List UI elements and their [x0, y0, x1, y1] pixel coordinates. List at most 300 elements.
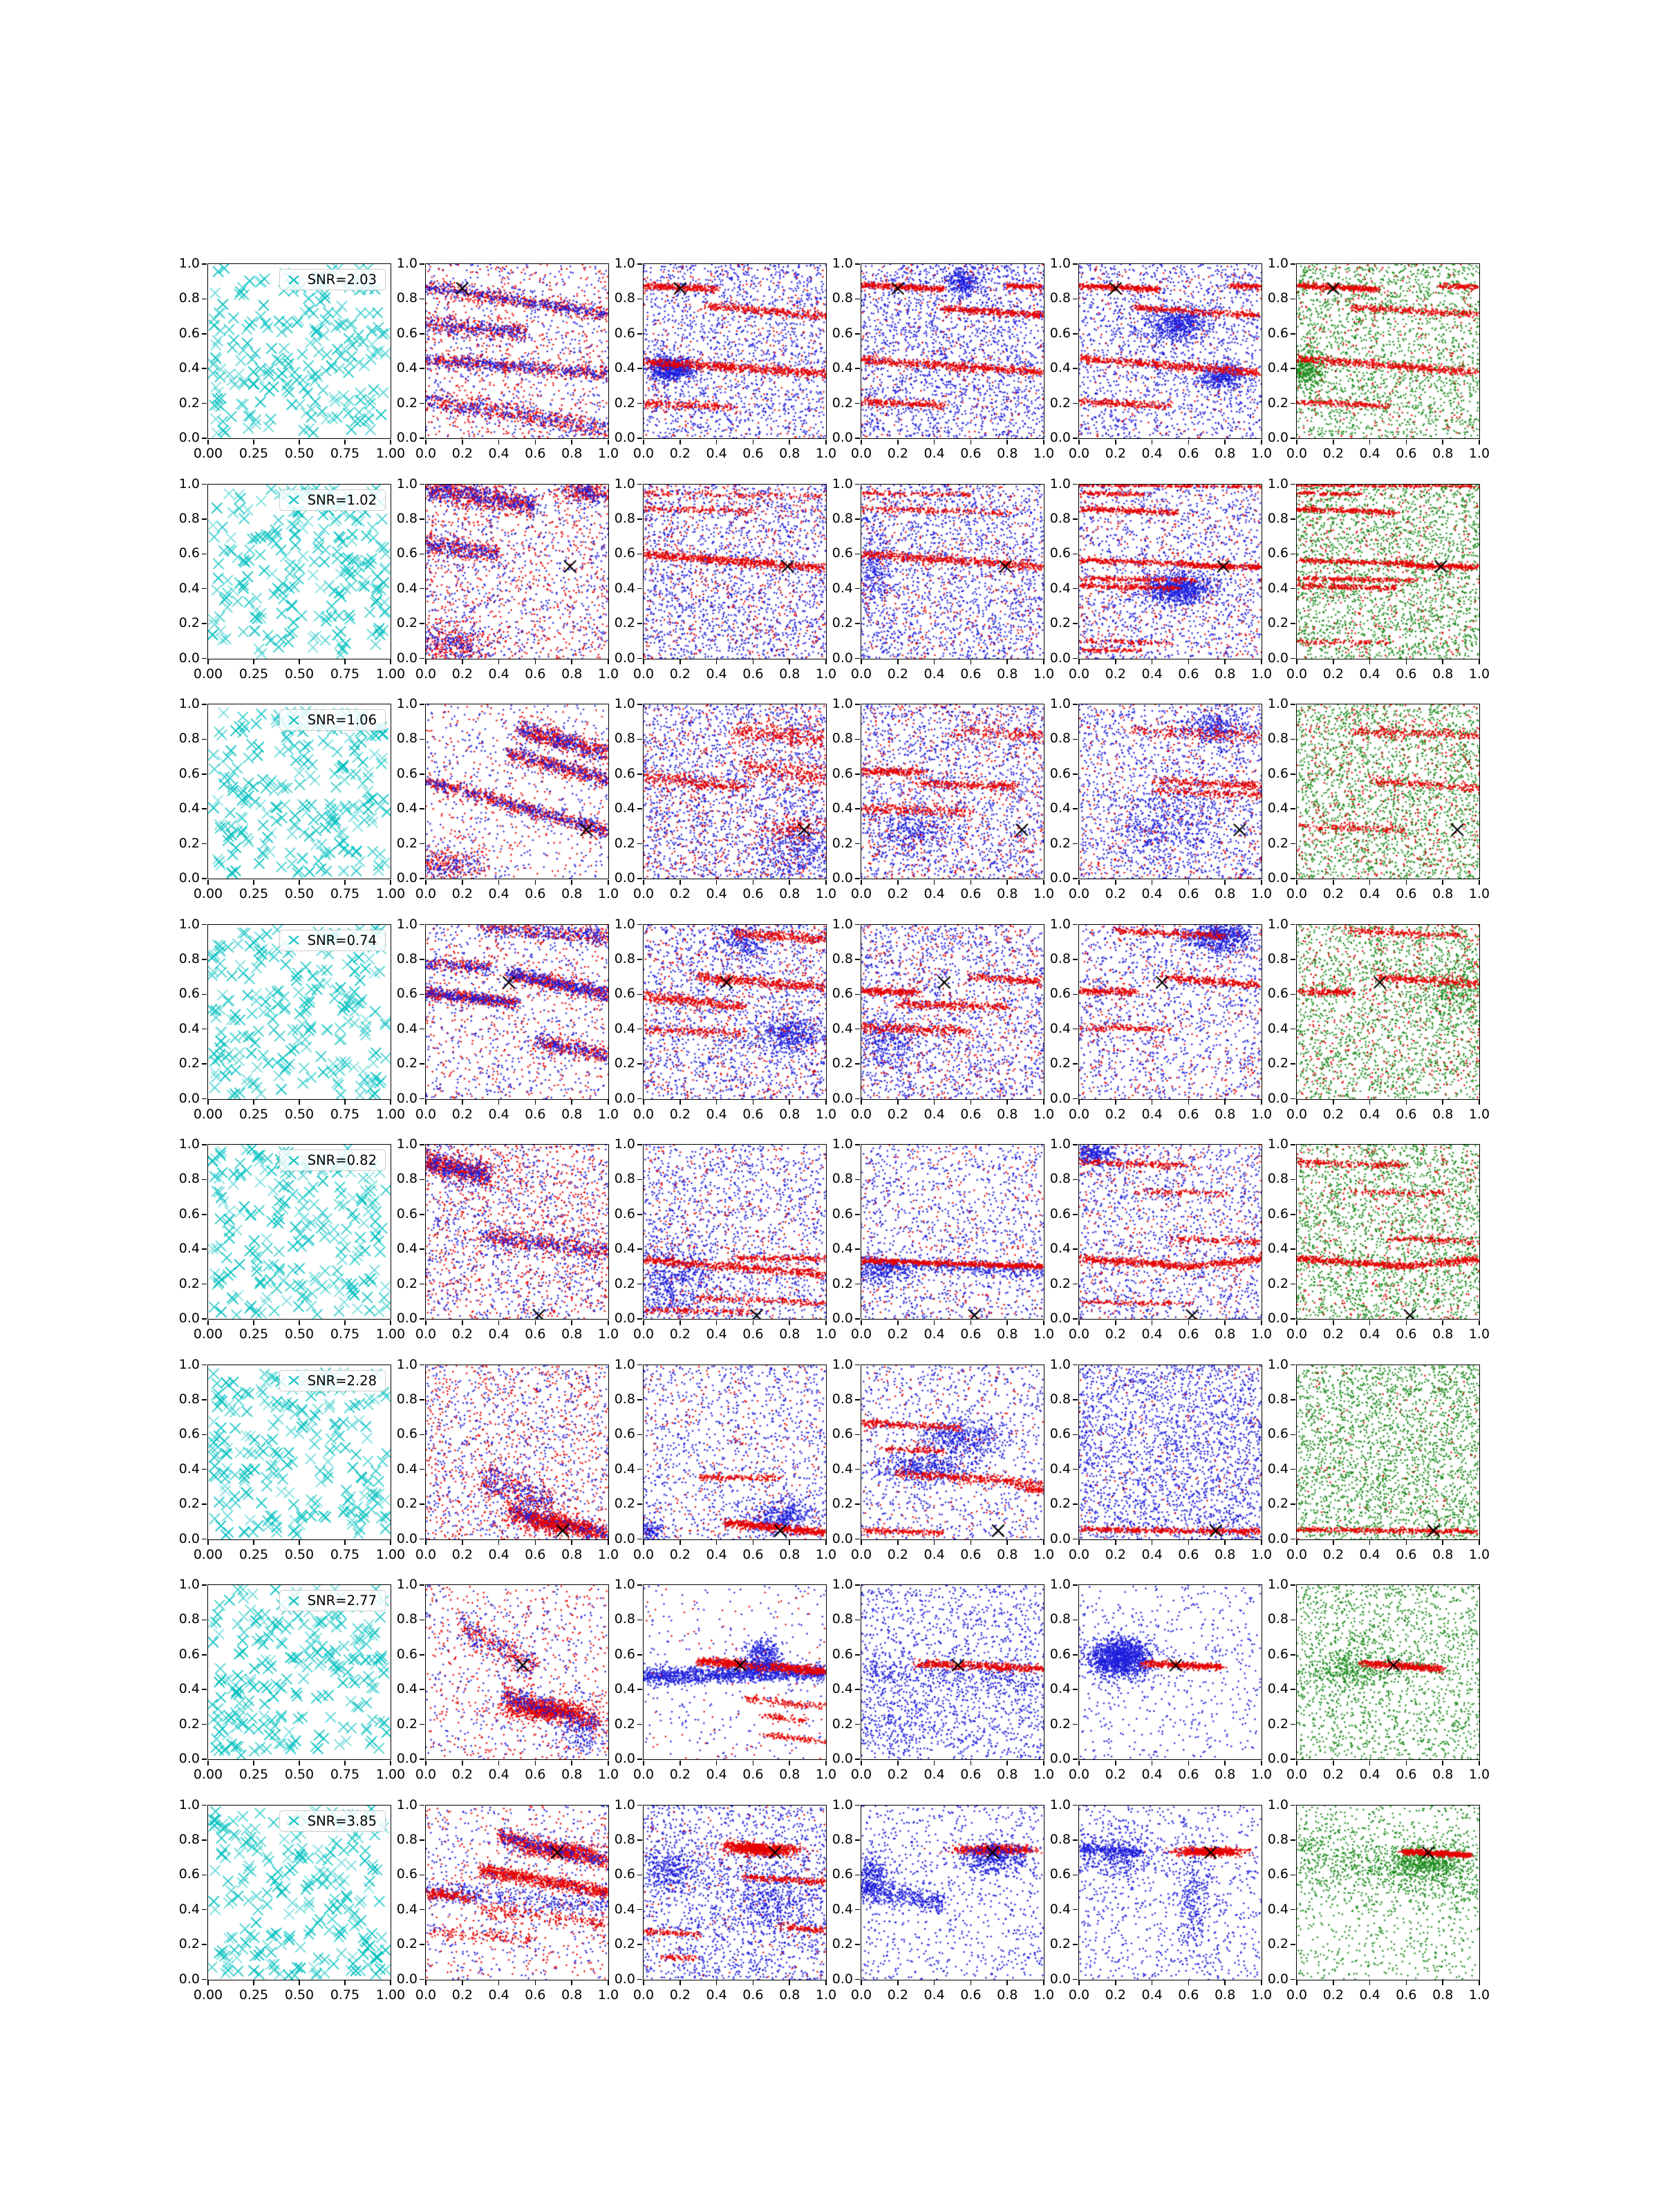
x-tick: [1152, 1980, 1153, 1985]
y-tick: [420, 554, 424, 555]
x-tick-label: 0.6: [1396, 1546, 1417, 1562]
y-tick: [1073, 1214, 1078, 1215]
y-tick: [420, 1689, 424, 1690]
x-tick-label: 0.4: [1359, 1987, 1380, 2003]
x-tick: [1442, 1100, 1443, 1105]
x-tick: [1333, 1540, 1334, 1545]
x-tick: [753, 659, 754, 664]
y-tick-label: 0.4: [1267, 360, 1288, 376]
x-tick: [425, 880, 427, 885]
x-marker-icon: [286, 1595, 301, 1606]
y-tick-label: 0.4: [178, 1241, 200, 1257]
x-tick-label: 1.0: [1033, 446, 1055, 461]
y-tick-label: 0.4: [178, 360, 200, 376]
y-tick: [420, 1318, 424, 1320]
x-tick: [1406, 1761, 1407, 1765]
x-tick-label: 0.4: [1359, 1106, 1380, 1122]
y-tick-label: 0.2: [1049, 395, 1071, 411]
x-tick-label: 0.6: [525, 446, 546, 461]
x-tick-label: 0.4: [924, 1987, 945, 2003]
x-tick: [861, 1761, 862, 1765]
y-tick: [1291, 774, 1295, 775]
subplot-r1c2: [396, 256, 619, 461]
x-tick-label: 0.8: [1215, 446, 1236, 461]
x-tick: [934, 659, 935, 664]
x-tick-label: 1.0: [1468, 1546, 1490, 1562]
scatter-canvas: [861, 264, 1044, 438]
subplot-r3c1: [178, 696, 406, 901]
y-tick: [1073, 1318, 1078, 1320]
x-tick: [344, 440, 346, 444]
scatter-canvas: [1079, 1585, 1262, 1759]
y-tick: [1073, 1759, 1078, 1760]
x-tick-label: 0.2: [887, 1987, 908, 2003]
x-tick: [1188, 880, 1190, 885]
x-tick: [425, 1540, 427, 1545]
x-tick-label: 1.00: [375, 666, 406, 682]
y-tick-label: 0.0: [1267, 1090, 1288, 1106]
y-tick: [420, 1469, 424, 1470]
x-tick: [535, 1980, 536, 1985]
y-tick-label: 0.8: [832, 1171, 853, 1187]
y-tick-label: 1.0: [1267, 1356, 1288, 1372]
y-tick-label: 0.4: [1049, 1681, 1071, 1697]
y-tick-label: 1.0: [832, 1136, 853, 1152]
y-tick: [420, 1144, 424, 1145]
x-tick: [535, 880, 536, 885]
y-tick-label: 0.0: [1049, 870, 1071, 885]
y-tick: [855, 1365, 860, 1366]
y-tick: [202, 588, 207, 590]
y-tick: [420, 878, 424, 879]
x-tick-label: 0.00: [193, 446, 223, 461]
y-tick-label: 0.8: [614, 1391, 635, 1407]
y-tick-label: 0.6: [178, 325, 200, 341]
x-tick: [1479, 880, 1480, 885]
x-tick: [1479, 1100, 1480, 1105]
y-tick: [1291, 484, 1295, 485]
y-tick: [202, 1029, 207, 1030]
scatter-canvas: [1297, 264, 1479, 438]
x-tick-label: 1.0: [597, 446, 619, 461]
x-tick: [1006, 1320, 1008, 1325]
y-tick: [1291, 808, 1295, 809]
y-tick-label: 0.6: [614, 325, 635, 341]
x-tick-label: 0.2: [887, 1546, 908, 1562]
x-tick-label: 0.8: [1432, 886, 1454, 901]
y-tick-label: 0.6: [614, 986, 635, 1002]
y-tick-label: 0.6: [1049, 1646, 1071, 1662]
y-tick: [1073, 1179, 1078, 1181]
x-tick-label: 0.8: [997, 886, 1018, 901]
x-tick: [1188, 659, 1190, 664]
subplot-r5c4: [832, 1136, 1055, 1342]
y-tick: [202, 1365, 207, 1366]
x-tick-label: 0.2: [451, 1327, 473, 1342]
x-tick-label: 1.00: [375, 1987, 406, 2003]
y-tick-label: 0.8: [178, 290, 200, 306]
y-tick-label: 0.0: [396, 870, 418, 885]
x-tick-label: 0.2: [1322, 1546, 1344, 1562]
y-tick-label: 0.4: [614, 800, 635, 816]
y-tick-label: 0.2: [178, 835, 200, 851]
x-tick-label: 0.6: [742, 1327, 764, 1342]
x-tick-label: 0.4: [924, 666, 945, 682]
x-tick-label: 1.0: [1250, 666, 1273, 682]
x-tick-label: 0.6: [1396, 886, 1417, 901]
y-tick-label: 0.0: [396, 1311, 418, 1326]
y-tick-label: 1.0: [178, 1356, 200, 1372]
y-tick-label: 0.8: [614, 1171, 635, 1187]
x-tick-label: 0.4: [1141, 1767, 1163, 1782]
y-tick: [202, 774, 207, 775]
scatter-canvas: [644, 925, 826, 1099]
y-tick-label: 0.2: [1267, 1716, 1288, 1732]
y-tick-label: 0.4: [832, 1461, 853, 1477]
y-tick-label: 1.0: [614, 1577, 635, 1592]
x-tick: [971, 1320, 972, 1325]
y-tick: [855, 1318, 860, 1320]
y-tick-label: 0.4: [832, 1241, 853, 1257]
x-tick: [1406, 659, 1407, 664]
x-tick: [253, 1320, 254, 1325]
x-tick-label: 0.6: [1178, 1767, 1199, 1782]
y-tick: [637, 1434, 642, 1436]
x-tick-label: 0.50: [284, 886, 315, 901]
y-tick: [420, 739, 424, 740]
y-tick-label: 0.6: [396, 1426, 418, 1442]
y-tick-label: 0.4: [832, 1901, 853, 1917]
y-tick: [202, 518, 207, 520]
y-tick: [202, 1689, 207, 1690]
y-tick-label: 0.6: [178, 1866, 200, 1882]
y-tick-label: 0.0: [832, 1090, 853, 1106]
x-tick-label: 0.6: [960, 1767, 982, 1782]
x-tick-label: 1.0: [1468, 1327, 1490, 1342]
y-tick-label: 0.8: [1049, 1391, 1071, 1407]
y-tick-label: 0.6: [1049, 765, 1071, 781]
scatter-canvas: [426, 704, 608, 879]
x-tick: [1442, 1761, 1443, 1765]
y-tick-label: 0.0: [1267, 1311, 1288, 1326]
x-tick-label: 0.8: [1215, 1987, 1236, 2003]
x-tick: [716, 1320, 718, 1325]
x-tick-label: 1.0: [815, 1546, 837, 1562]
x-tick: [253, 659, 254, 664]
y-tick: [420, 1620, 424, 1621]
legend: [279, 269, 386, 290]
y-tick: [202, 403, 207, 404]
y-tick-label: 0.0: [614, 650, 635, 666]
y-tick-label: 0.0: [178, 430, 200, 445]
x-tick: [643, 1540, 644, 1545]
x-tick-label: 0.2: [1322, 446, 1344, 461]
y-tick: [420, 959, 424, 960]
x-tick-label: 0.0: [1068, 1987, 1090, 2003]
y-tick-label: 0.8: [832, 290, 853, 306]
subplot-r7c6: [1267, 1577, 1490, 1782]
y-tick: [420, 263, 424, 265]
x-tick-label: 0.8: [561, 1546, 583, 1562]
x-tick-label: 0.4: [924, 446, 945, 461]
x-tick: [934, 1100, 935, 1105]
x-tick-label: 0.00: [193, 1987, 223, 2003]
y-tick-label: 0.8: [396, 1171, 418, 1187]
x-tick-label: 1.0: [815, 666, 837, 682]
y-tick-label: 0.0: [614, 430, 635, 445]
y-tick-label: 1.0: [178, 1797, 200, 1812]
scatter-canvas: [1079, 1145, 1262, 1319]
y-tick-label: 0.6: [1267, 765, 1288, 781]
y-tick-label: 1.0: [614, 1797, 635, 1812]
x-tick: [897, 880, 899, 885]
x-tick: [1442, 1540, 1443, 1545]
y-tick-label: 0.4: [1049, 1461, 1071, 1477]
x-tick-label: 0.0: [415, 1546, 437, 1562]
x-tick-label: 0.8: [1215, 1546, 1236, 1562]
x-tick: [1224, 1320, 1226, 1325]
y-tick-label: 0.4: [1267, 1901, 1288, 1917]
x-tick-label: 0.6: [525, 1546, 546, 1562]
y-tick-label: 0.2: [396, 1056, 418, 1071]
x-tick: [679, 1980, 681, 1985]
x-tick-label: 0.4: [706, 1987, 727, 2003]
x-tick-label: 0.8: [997, 1767, 1018, 1782]
y-tick: [855, 1098, 860, 1100]
scatter-canvas: [1297, 925, 1479, 1099]
y-tick-label: 0.6: [832, 765, 853, 781]
y-tick: [855, 1944, 860, 1945]
scatter-canvas: [1297, 1365, 1479, 1539]
x-tick: [789, 1100, 790, 1105]
x-tick-label: 1.0: [597, 1767, 619, 1782]
x-tick: [1188, 1540, 1190, 1545]
y-tick-label: 0.2: [1267, 1056, 1288, 1071]
y-tick: [1073, 1098, 1078, 1100]
y-tick-label: 0.8: [614, 950, 635, 966]
x-tick-label: 0.8: [1215, 1767, 1236, 1782]
y-tick: [420, 1214, 424, 1215]
y-tick: [202, 1284, 207, 1285]
y-tick-label: 0.0: [614, 870, 635, 885]
x-tick-label: 0.8: [1215, 886, 1236, 901]
x-tick-label: 0.75: [330, 886, 360, 901]
x-tick-label: 0.0: [850, 1546, 872, 1562]
y-tick-label: 0.2: [614, 1496, 635, 1512]
y-tick: [202, 1654, 207, 1656]
y-tick-label: 1.0: [1267, 1136, 1288, 1152]
scatter-canvas: [1079, 1806, 1262, 1980]
x-tick-label: 0.0: [415, 886, 437, 901]
x-tick-label: 0.0: [1068, 1767, 1090, 1782]
x-tick-label: 0.2: [1105, 1546, 1126, 1562]
x-tick-label: 0.4: [706, 1327, 727, 1342]
x-tick-label: 0.4: [1141, 1546, 1163, 1562]
y-tick: [637, 1214, 642, 1215]
x-tick: [716, 1980, 718, 1985]
y-tick: [202, 1144, 207, 1145]
y-tick: [1073, 1909, 1078, 1911]
x-tick-label: 0.0: [632, 886, 655, 901]
x-tick: [1442, 440, 1443, 444]
x-tick: [1078, 1980, 1080, 1985]
scatter-canvas: [1079, 485, 1262, 659]
y-tick: [637, 1805, 642, 1806]
x-tick-label: 0.2: [1322, 1327, 1344, 1342]
y-tick: [1073, 924, 1078, 926]
y-tick: [637, 1689, 642, 1690]
y-tick: [1073, 1875, 1078, 1876]
x-tick-label: 1.0: [597, 666, 619, 682]
x-tick-label: 0.8: [779, 1767, 800, 1782]
x-tick-label: 0.2: [887, 1767, 908, 1782]
x-tick: [861, 1540, 862, 1545]
x-tick-label: 0.0: [632, 1767, 655, 1782]
y-tick-label: 0.6: [1267, 1206, 1288, 1221]
x-tick-label: 0.6: [960, 1327, 982, 1342]
y-tick-label: 0.6: [1049, 325, 1071, 341]
y-tick-label: 1.0: [396, 476, 418, 491]
y-tick: [637, 518, 642, 520]
subplot-r5c3: [614, 1136, 837, 1342]
x-tick: [789, 1320, 790, 1325]
y-tick: [202, 1620, 207, 1621]
x-tick: [679, 880, 681, 885]
x-tick: [498, 880, 500, 885]
x-tick: [1152, 880, 1153, 885]
y-tick: [1291, 1284, 1295, 1285]
y-tick: [202, 1724, 207, 1725]
x-tick-label: 0.6: [1178, 1327, 1199, 1342]
y-tick: [420, 1434, 424, 1436]
x-tick: [299, 880, 300, 885]
x-tick-label: 0.50: [284, 1987, 315, 2003]
x-tick-label: 1.0: [1033, 886, 1055, 901]
y-tick: [1073, 1839, 1078, 1841]
scatter-canvas: [1297, 485, 1479, 659]
y-tick-label: 1.0: [178, 916, 200, 932]
x-tick: [643, 880, 644, 885]
x-tick: [971, 1540, 972, 1545]
x-tick-label: 0.6: [742, 1987, 764, 2003]
x-tick-label: 0.6: [1178, 666, 1199, 682]
x-tick-label: 1.0: [815, 1987, 837, 2003]
y-tick: [202, 623, 207, 624]
y-tick: [855, 1875, 860, 1876]
y-tick-label: 0.0: [832, 430, 853, 445]
y-tick: [855, 739, 860, 740]
x-tick: [1006, 1761, 1008, 1765]
x-tick-label: 1.0: [1250, 1327, 1273, 1342]
y-tick: [1291, 1584, 1295, 1586]
y-tick-label: 0.0: [178, 870, 200, 885]
x-tick-label: 0.4: [1141, 446, 1163, 461]
y-tick: [1291, 1434, 1295, 1436]
y-tick: [202, 438, 207, 439]
x-tick-label: 0.0: [415, 1106, 437, 1122]
y-tick-label: 0.6: [396, 545, 418, 561]
y-tick: [202, 1179, 207, 1181]
y-tick: [1073, 403, 1078, 404]
y-tick-label: 0.0: [1049, 1530, 1071, 1546]
x-tick: [1188, 1980, 1190, 1985]
y-tick: [855, 588, 860, 590]
x-tick-label: 0.8: [779, 886, 800, 901]
scatter-canvas: [644, 1145, 826, 1319]
x-tick-label: 0.8: [1432, 446, 1454, 461]
x-tick: [1078, 1761, 1080, 1765]
x-tick: [1224, 880, 1226, 885]
y-tick: [1291, 623, 1295, 624]
y-tick-label: 0.8: [1267, 1611, 1288, 1627]
y-tick-label: 0.4: [178, 580, 200, 596]
y-tick: [1291, 554, 1295, 555]
subplot-r6c4: [832, 1356, 1055, 1562]
y-tick-label: 0.0: [178, 1751, 200, 1766]
y-tick: [1291, 1469, 1295, 1470]
y-tick-label: 0.0: [1267, 650, 1288, 666]
y-tick-label: 0.8: [832, 1831, 853, 1847]
scatter-canvas: [861, 1806, 1044, 1980]
x-tick: [1152, 659, 1153, 664]
x-tick: [571, 659, 572, 664]
y-tick-label: 0.4: [396, 800, 418, 816]
y-tick-label: 0.8: [832, 950, 853, 966]
x-tick: [643, 1100, 644, 1105]
y-tick: [1073, 1805, 1078, 1806]
x-tick-label: 0.2: [669, 1767, 691, 1782]
x-tick-label: 0.25: [238, 666, 269, 682]
y-tick: [1073, 1469, 1078, 1470]
y-tick-label: 0.0: [614, 1311, 635, 1326]
x-tick: [1188, 1320, 1190, 1325]
x-marker-icon: [286, 1155, 301, 1166]
x-tick-label: 0.6: [1396, 1987, 1417, 2003]
x-tick-label: 0.4: [706, 666, 727, 682]
y-tick: [637, 1063, 642, 1065]
x-tick: [971, 440, 972, 444]
y-tick-label: 0.0: [614, 1751, 635, 1766]
x-tick-label: 0.0: [632, 1987, 655, 2003]
x-tick: [1152, 1320, 1153, 1325]
y-tick-label: 1.0: [178, 476, 200, 491]
y-tick: [855, 518, 860, 520]
x-tick-label: 0.8: [779, 1987, 800, 2003]
scatter-canvas: [426, 1365, 608, 1539]
x-tick: [753, 1320, 754, 1325]
x-tick-label: 0.0: [850, 886, 872, 901]
y-tick: [1073, 808, 1078, 809]
x-tick-label: 0.8: [997, 446, 1018, 461]
legend: [279, 489, 386, 511]
x-tick-label: 0.75: [330, 1106, 360, 1122]
y-tick: [1073, 1434, 1078, 1436]
y-tick: [637, 658, 642, 659]
y-tick: [202, 1214, 207, 1215]
subplot-r3c3: [614, 696, 837, 901]
y-tick-label: 0.4: [396, 1241, 418, 1257]
x-tick: [679, 1320, 681, 1325]
y-tick-label: 0.8: [178, 510, 200, 526]
y-tick-label: 0.4: [614, 1020, 635, 1036]
y-tick-label: 0.2: [614, 395, 635, 411]
x-tick: [934, 880, 935, 885]
subplot-r2c1: [178, 476, 406, 682]
y-tick-label: 0.8: [178, 731, 200, 747]
x-tick: [425, 440, 427, 444]
x-tick-label: 1.0: [1033, 1546, 1055, 1562]
subplot-r2c4: [832, 476, 1055, 682]
